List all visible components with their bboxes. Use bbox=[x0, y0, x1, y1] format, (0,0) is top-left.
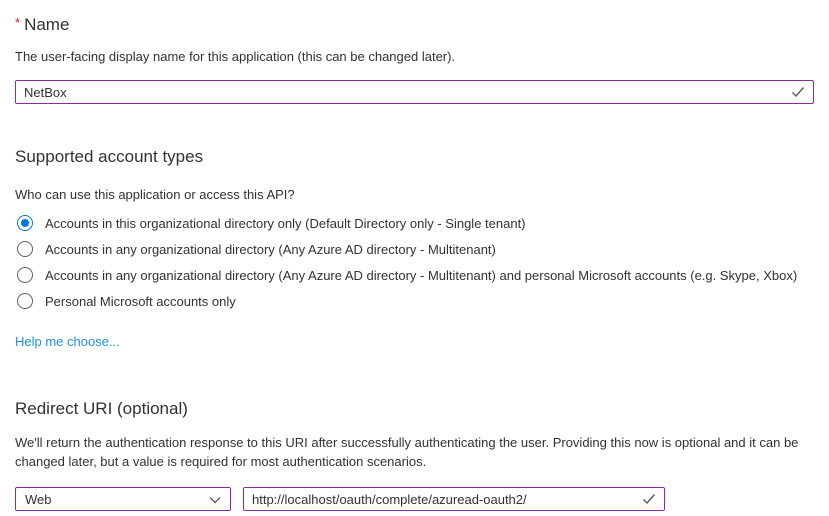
radio-option-label: Personal Microsoft accounts only bbox=[45, 293, 236, 309]
radio-button-icon bbox=[17, 215, 33, 231]
redirect-uri-heading: Redirect URI (optional) bbox=[15, 399, 188, 418]
name-input-wrapper bbox=[15, 80, 814, 104]
radio-button-icon bbox=[17, 293, 33, 309]
radio-option-single-tenant[interactable] bbox=[15, 210, 814, 236]
name-input[interactable] bbox=[16, 82, 791, 102]
radio-button-icon bbox=[17, 241, 33, 257]
required-asterisk: * bbox=[15, 15, 21, 30]
radio-option-label: Accounts in this organizational directory only (Default Directory only - Single tenant) bbox=[45, 215, 526, 231]
radio-option-multitenant[interactable] bbox=[15, 236, 814, 262]
radio-option-label: Accounts in any organizational directory (Any Azure AD directory - Multitenant) and personal Microsoft accounts (e.g. Skype, Xbox) bbox=[45, 267, 798, 283]
chevron-down-icon bbox=[209, 492, 221, 507]
name-field-heading bbox=[15, 12, 814, 35]
redirect-uri-controls bbox=[15, 487, 814, 511]
redirect-uri-input[interactable] bbox=[244, 489, 642, 509]
account-types-radio-group bbox=[15, 210, 814, 314]
radio-button-icon bbox=[17, 267, 33, 283]
platform-select[interactable] bbox=[15, 487, 231, 511]
name-field-label: Name bbox=[24, 15, 70, 34]
redirect-uri-input-wrapper bbox=[243, 487, 665, 511]
radio-option-label: Accounts in any organizational directory (Any Azure AD directory - Multitenant) bbox=[45, 241, 496, 257]
name-field-description: The user-facing display name for this application (this can be changed later). bbox=[15, 49, 456, 64]
radio-option-personal-only[interactable] bbox=[15, 288, 814, 314]
checkmark-icon bbox=[791, 86, 805, 98]
platform-select-value: Web bbox=[25, 491, 52, 507]
help-me-choose-link[interactable]: Help me choose... bbox=[15, 334, 120, 349]
checkmark-icon bbox=[642, 493, 656, 505]
redirect-uri-description: We'll return the authentication response to this URI after successfully authenticating the user. Providing this now is optional and it can be changed later, but a value is required for most authentication scenarios. bbox=[15, 435, 799, 469]
radio-option-multitenant-personal[interactable] bbox=[15, 262, 814, 288]
supported-account-types-heading: Supported account types bbox=[15, 147, 204, 166]
account-types-question: Who can use this application or access this API? bbox=[15, 187, 295, 202]
